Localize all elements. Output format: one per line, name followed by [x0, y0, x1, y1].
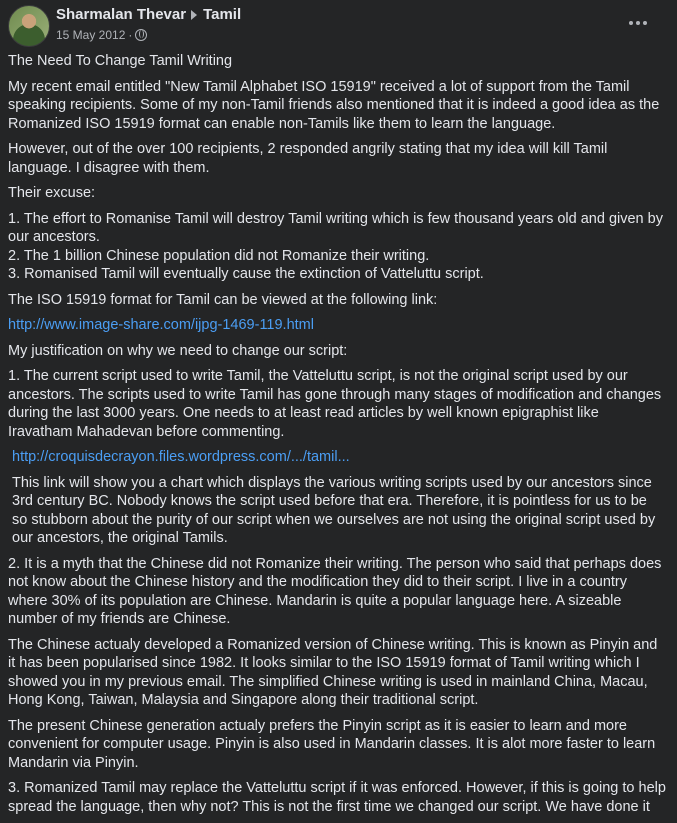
paragraph: Their excuse: [8, 185, 96, 201]
excuse-list [8, 210, 666, 284]
post-date[interactable]: 15 May 2012 [56, 28, 126, 42]
paragraph: The Chinese actualy developed a Romanized version of Chinese writing. This is known as Pinyin and it has been popularised since 1982. It looks similar to the ISO 15919 format of Tamil writing which I showed you in my previous email. The simplified Chinese writing is used in mainland China, Macau, Hong Kong, Taiwan, Malaysia and Singapore along their traditional script. [8, 636, 658, 708]
excuse-item: 3. Romanised Tamil will eventually cause the extinction of Vatteluttu script. [8, 266, 484, 282]
excuse-item: 2. The 1 billion Chinese population did not Romanize their writing. [8, 247, 430, 264]
paragraph: My recent email entitled "New Tamil Alphabet ISO 15919" received a lot of support from the Tamil speaking recipients. Some of my non-Tamil friends also mentioned that it is indeed a good idea as the Romanized ISO 15919 format can enable non-Tamils like them to learn the language. [8, 78, 660, 132]
paragraph: The present Chinese generation actualy prefers the Pinyin script as it is easier to learn and more convenient for computer usage. Pinyin is also used in Mandarin classes. It is alot more faster to learn Mandarin via Pinyin. [8, 717, 656, 771]
post-meta [56, 28, 147, 42]
paragraph: This link will show you a chart which displays the various writing scripts used by our ancestors since 3rd century BC. Nobody knows the script used before that era. Therefore, it is pointless for us to be so stubborn about the purity of our script when we ourselves are not using the original script used by our ancestors, the original Tamils. [12, 474, 656, 546]
paragraph: 2. It is a myth that the Chinese did not Romanize their writing. The person who said that perhaps does not know about the Chinese history and the modification they did to their script. I live in a country where 30% of its population are Chinese. Mandarin is quite a popular language here. A sizeable number of my friends are Chinese. [8, 555, 662, 627]
meta-separator: · [128, 28, 133, 42]
paragraph: The ISO 15919 format for Tamil can be viewed at the following link: [8, 291, 438, 308]
post-title: The Need To Change Tamil Writing [8, 53, 233, 69]
paragraph: 3. Romanized Tamil may replace the Vatteluttu script if it was enforced. However, if this is going to help spread the language, then why not? This is not the first time we changed our script. We have done it [8, 780, 666, 815]
chart-link[interactable]: http://croquisdecrayon.files.wordpress.com/.../tamil... [12, 449, 350, 465]
author-line [56, 6, 241, 23]
paragraph: 1. The current script used to write Tamil, the Vatteluttu script, is not the original script used by our ancestors. The scripts used to write Tamil has gone through many stages of modification and changes during the last 3000 years. One needs to at least read articles by well known epigraphist like Iravatham Mahadevan before commenting. [8, 368, 662, 440]
group-name[interactable]: Tamil [203, 6, 242, 23]
iso-link[interactable]: http://www.image-share.com/ijpg-1469-119.html [8, 317, 314, 333]
avatar[interactable] [8, 5, 50, 47]
arrow-right-icon [191, 10, 197, 20]
author-name[interactable]: Sharmalan Thevar [56, 6, 187, 23]
paragraph: My justification on why we need to change our script: [8, 342, 348, 359]
more-options-icon[interactable] [625, 12, 651, 34]
paragraph: However, out of the over 100 recipients, 2 responded angrily stating that my idea will kill Tamil language. I disagree with them. [8, 141, 608, 176]
post-header [0, 0, 677, 52]
globe-icon [135, 29, 147, 41]
post-body [0, 52, 677, 816]
excuse-item: 1. The effort to Romanise Tamil will destroy Tamil writing which is few thousand years old and given by our ancestors. [8, 210, 663, 245]
